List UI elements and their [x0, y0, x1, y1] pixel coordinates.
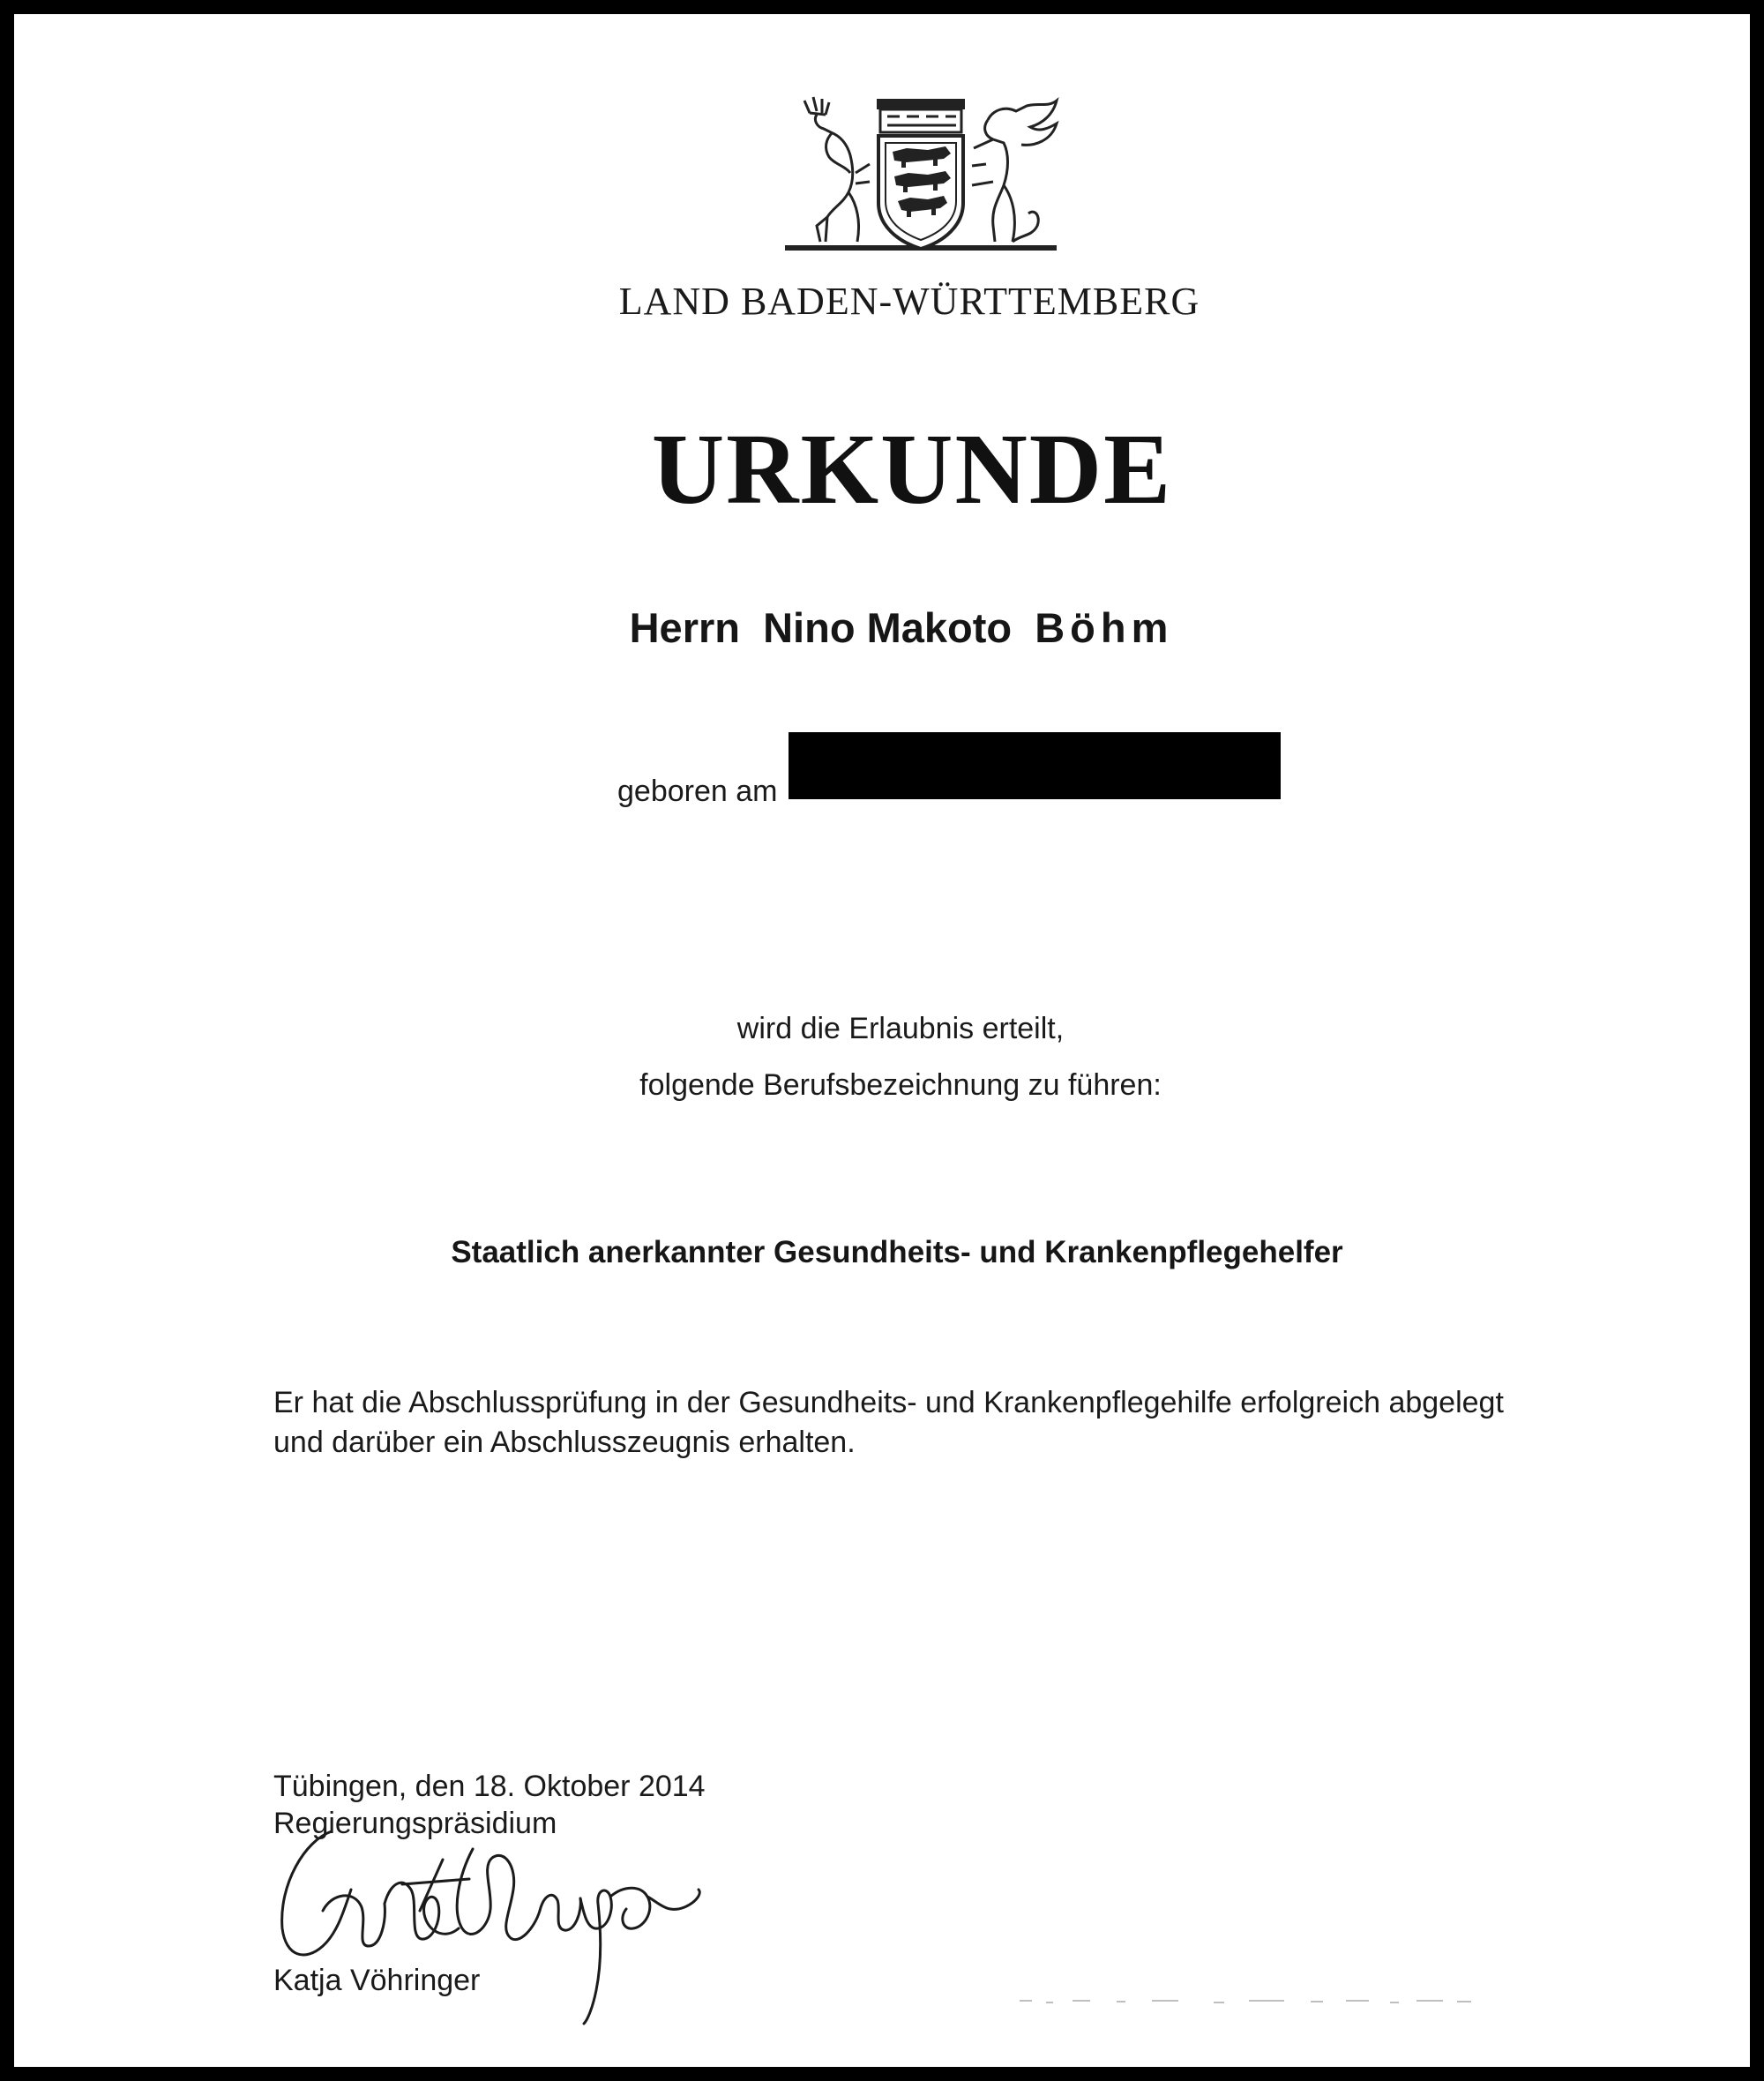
document-title: URKUNDE — [651, 413, 1173, 525]
recipient-surname: Böhm — [1035, 604, 1174, 651]
birth-date-redaction — [789, 732, 1281, 799]
signer-name: Katja Vöhringer — [273, 1964, 481, 1997]
grant-line-1: wird die Erlaubnis erteilt, — [736, 1012, 1065, 1045]
scan-artifacts — [1020, 1990, 1478, 2008]
birth-date-label: geboren am — [617, 775, 778, 808]
issuing-state-name: LAND BADEN-WÜRTTEMBERG — [618, 280, 1200, 323]
issuing-authority: Regierungspräsidium — [273, 1807, 557, 1840]
exam-statement: Er hat die Abschlussprüfung in der Gesundheits- und Krankenpflegehilfe erfolgreich abgelegt und darüber ein Abschlusszeugnis erhalten. — [273, 1386, 1504, 1459]
recipient-salutation: Herrn — [629, 604, 740, 651]
place-and-date: Tübingen, den 18. Oktober 2014 — [273, 1770, 706, 1803]
grant-line-2: folgende Berufsbezeichnung zu führen: — [639, 1068, 1162, 1102]
recipient-name — [14, 603, 1750, 652]
certificate-sheet — [14, 14, 1750, 2067]
professional-title: Staatlich anerkannter Gesundheits- und Krankenpflegehelfer — [451, 1235, 1343, 1269]
coat-of-arms-icon — [778, 94, 1064, 258]
recipient-given-names: Nino Makoto — [763, 604, 1013, 651]
grant-text — [14, 1000, 1750, 1113]
